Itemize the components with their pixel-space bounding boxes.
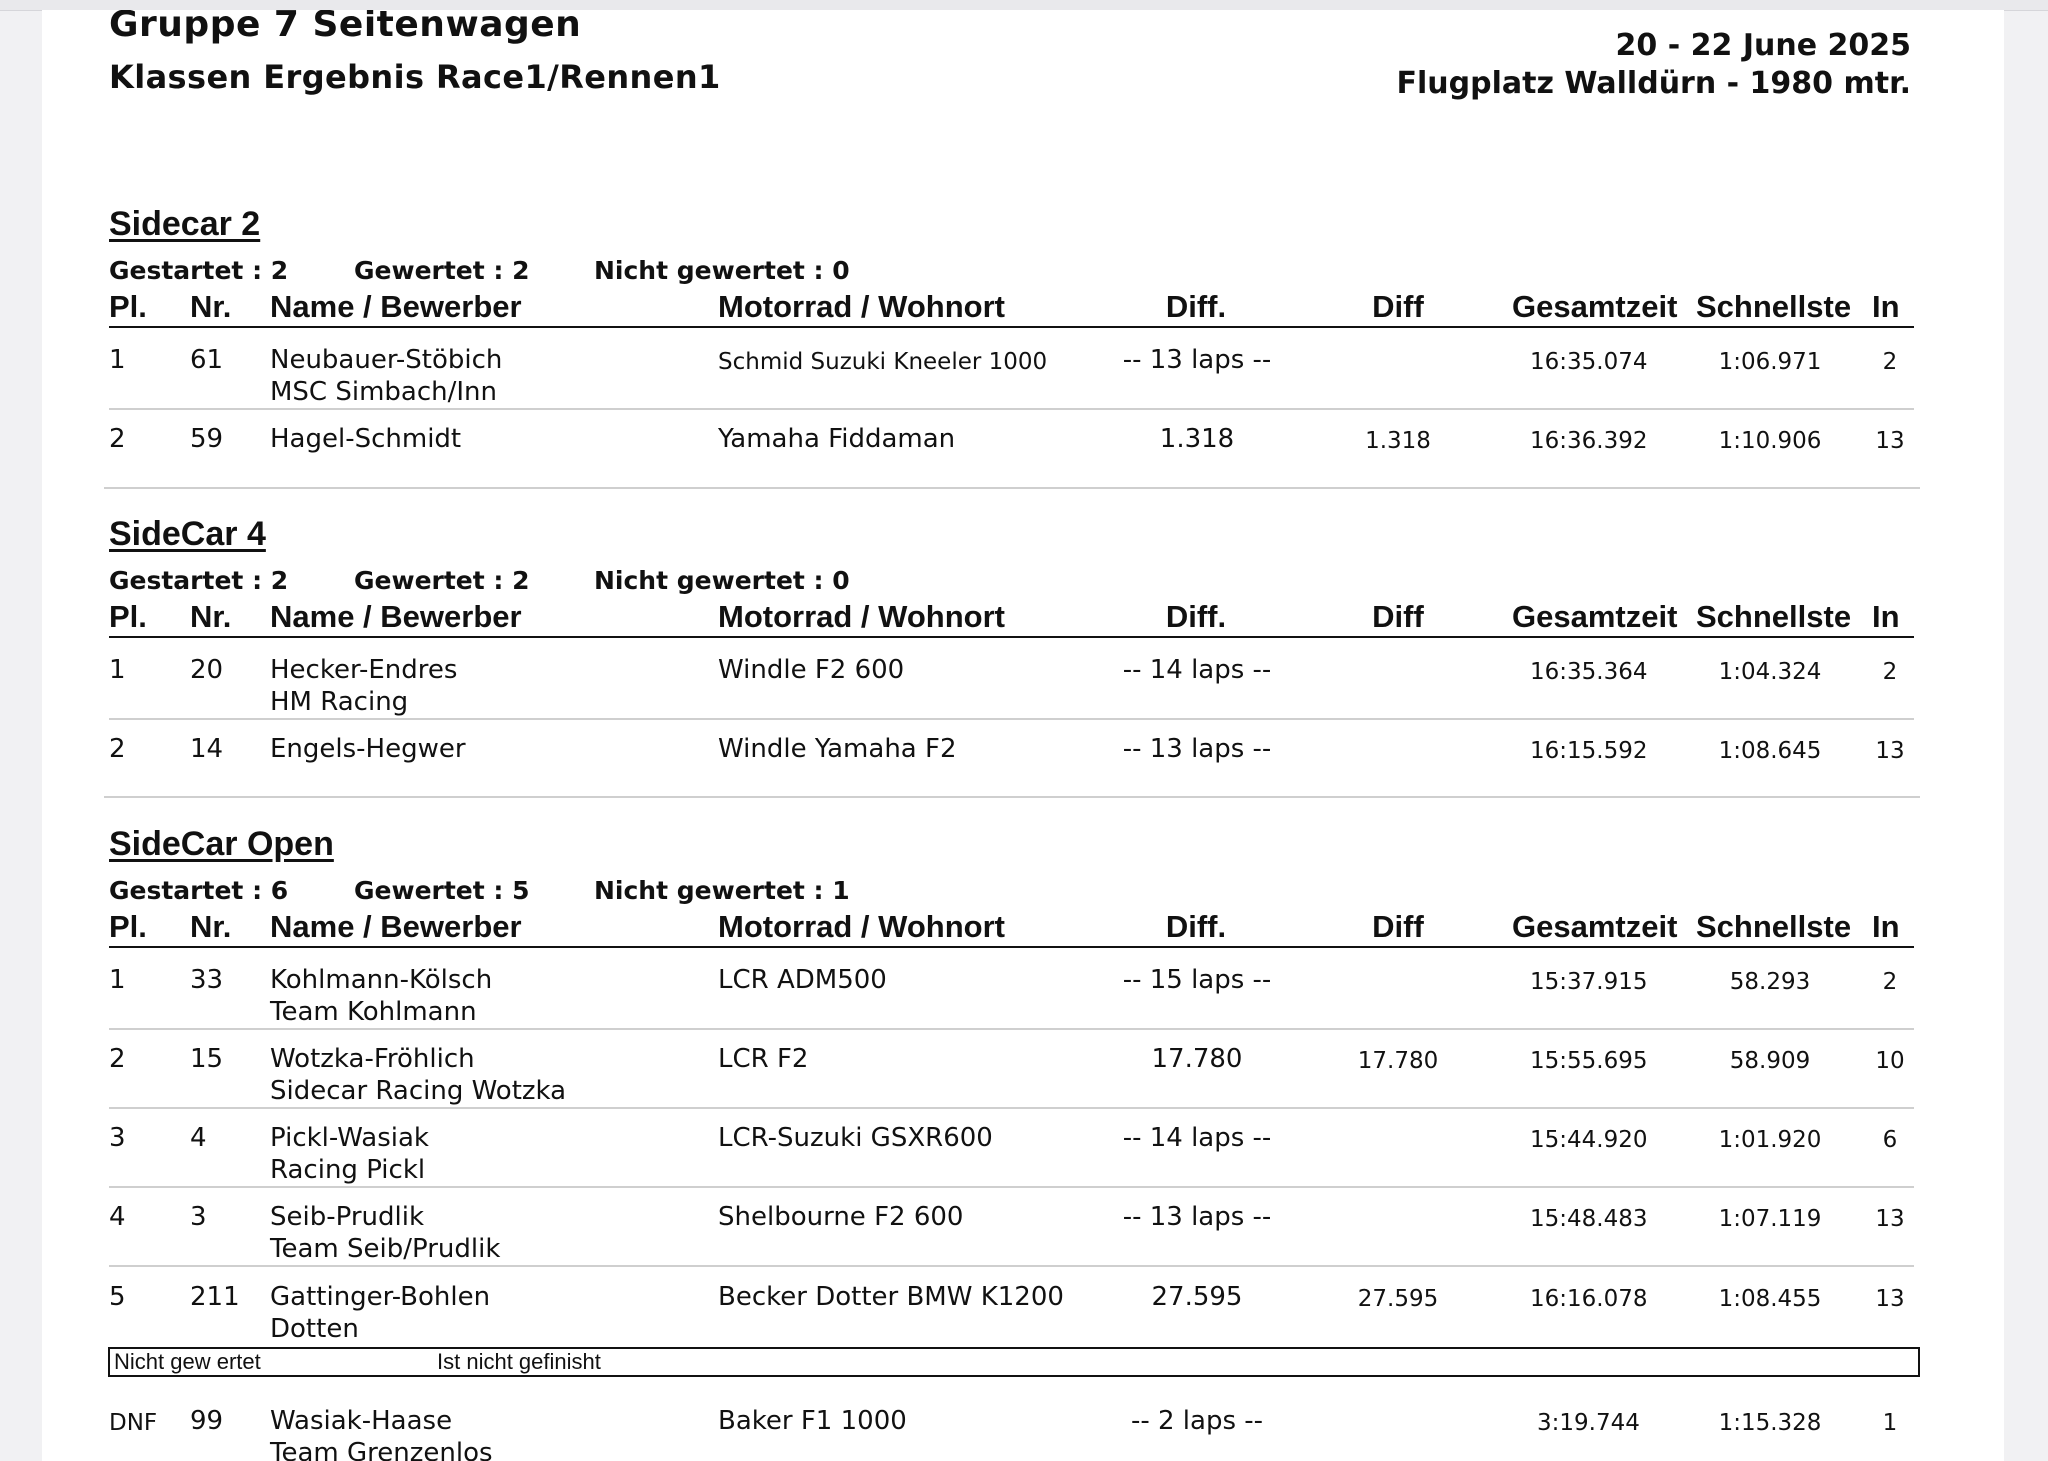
cell-diff1: 1.318 (1159, 424, 1235, 454)
header-underline (109, 946, 1914, 948)
row-separator (109, 1186, 1914, 1188)
col-total: Gesamtzeit (1512, 289, 1678, 324)
cell-fastest: 1:07.119 (1718, 1206, 1822, 1232)
cell-total: 16:35.074 (1530, 349, 1648, 375)
row-separator (109, 1265, 1914, 1267)
cell-name: Hecker-Endres (270, 655, 458, 685)
cell-diff1: -- 13 laps -- (1122, 345, 1272, 375)
cell-moto: Windle F2 600 (718, 655, 905, 685)
cell-name: Engels-Hegwer (270, 734, 466, 764)
cell-nr: 211 (190, 1282, 240, 1312)
col-in: In (1872, 909, 1900, 944)
col-diff1: Diff. (1165, 599, 1227, 634)
cell-in: 2 (1882, 969, 1898, 995)
section-title: SideCar Open (109, 825, 334, 863)
cell-total: 15:44.920 (1530, 1127, 1648, 1153)
cell-pl: 1 (109, 655, 126, 685)
cell-moto: Baker F1 1000 (718, 1406, 907, 1436)
cell-name: Wotzka-Fröhlich (270, 1044, 475, 1074)
cell-fastest: 1:01.920 (1718, 1127, 1822, 1153)
cell-fastest: 1:06.971 (1718, 349, 1822, 375)
results-page (42, 10, 2004, 1461)
cell-name: Neubauer-Stöbich (270, 345, 503, 375)
cell-in: 13 (1875, 738, 1905, 764)
cell-nr: 15 (190, 1044, 224, 1074)
col-diff2: Diff (1372, 909, 1424, 944)
col-in: In (1872, 289, 1900, 324)
cell-fastest: 1:08.645 (1718, 738, 1822, 764)
col-total: Gesamtzeit (1512, 909, 1678, 944)
cell-total: 15:48.483 (1530, 1206, 1648, 1232)
cell-pl: DNF (109, 1410, 158, 1436)
stat-not-classified: Nicht gewertet : 0 (594, 566, 850, 595)
stat-started: Gestartet : 2 (109, 256, 289, 285)
cell-moto: LCR-Suzuki GSXR600 (718, 1123, 993, 1153)
stat-classified: Gewertet : 5 (354, 876, 530, 905)
cell-name: Kohlmann-Kölsch (270, 965, 493, 995)
cell-diff1: -- 15 laps -- (1122, 965, 1272, 995)
cell-name: Hagel-Schmidt (270, 424, 462, 454)
header-underline (109, 636, 1914, 638)
cell-moto: LCR F2 (718, 1044, 809, 1074)
col-name: Name / Bewerber (270, 909, 522, 944)
cell-name: Gattinger-Bohlen (270, 1282, 491, 1312)
cell-total: 16:15.592 (1530, 738, 1648, 764)
col-fastest: Schnellste (1696, 599, 1852, 634)
cell-moto: Yamaha Fiddaman (718, 424, 956, 454)
col-moto: Motorrad / Wohnort (718, 289, 1005, 324)
row-separator (109, 1107, 1914, 1109)
stat-classified: Gewertet : 2 (354, 256, 530, 285)
col-moto: Motorrad / Wohnort (718, 909, 1005, 944)
cell-nr: 99 (190, 1406, 224, 1436)
cell-team: Team Seib/Prudlik (270, 1234, 501, 1264)
cell-fastest: 1:04.324 (1718, 659, 1822, 685)
col-total: Gesamtzeit (1512, 599, 1678, 634)
col-diff2: Diff (1372, 289, 1424, 324)
cell-in: 1 (1882, 1410, 1898, 1436)
cell-team: Dotten (270, 1314, 359, 1344)
cell-pl: 1 (109, 345, 126, 375)
cell-team: Team Kohlmann (270, 997, 477, 1027)
col-nr: Nr. (190, 909, 232, 944)
cell-pl: 4 (109, 1202, 126, 1232)
col-fastest: Schnellste (1696, 909, 1852, 944)
row-separator (109, 1028, 1914, 1030)
cell-diff1: 27.595 (1151, 1282, 1243, 1312)
cell-diff1: -- 13 laps -- (1122, 734, 1272, 764)
cell-diff1: 17.780 (1151, 1044, 1243, 1074)
cell-in: 6 (1882, 1127, 1898, 1153)
col-name: Name / Bewerber (270, 289, 522, 324)
cell-diff1: -- 13 laps -- (1122, 1202, 1272, 1232)
event-venue: Flugplatz Walldürn - 1980 mtr. (1396, 66, 1911, 101)
cell-pl: 2 (109, 734, 126, 764)
stat-started: Gestartet : 2 (109, 566, 289, 595)
cell-diff1: -- 14 laps -- (1122, 1123, 1272, 1153)
cell-in: 10 (1875, 1048, 1905, 1074)
cell-pl: 1 (109, 965, 126, 995)
page-subtitle: Klassen Ergebnis Race1/Rennen1 (109, 58, 721, 96)
cell-fastest: 1:15.328 (1718, 1410, 1822, 1436)
cell-fastest: 58.293 (1729, 969, 1811, 995)
cell-nr: 3 (190, 1202, 207, 1232)
cell-diff2: 1.318 (1365, 428, 1431, 454)
cell-pl: 2 (109, 1044, 126, 1074)
cell-total: 16:16.078 (1530, 1286, 1648, 1312)
row-separator (109, 718, 1914, 720)
section-separator (104, 487, 1920, 489)
cell-diff1: -- 2 laps -- (1130, 1406, 1264, 1436)
stat-started: Gestartet : 6 (109, 876, 289, 905)
col-pl: Pl. (109, 599, 147, 634)
col-name: Name / Bewerber (270, 599, 522, 634)
col-diff1: Diff. (1165, 909, 1227, 944)
cell-total: 3:19.744 (1537, 1410, 1640, 1436)
cell-pl: 2 (109, 424, 126, 454)
col-nr: Nr. (190, 599, 232, 634)
not-finished-label: Ist nicht gefinisht (437, 1349, 601, 1374)
not-classified-box (108, 1347, 1920, 1377)
not-classified-label: Nicht gew ertet (114, 1349, 261, 1374)
stat-not-classified: Nicht gewertet : 1 (594, 876, 850, 905)
section-separator (104, 796, 1920, 798)
cell-fastest: 1:08.455 (1718, 1286, 1822, 1312)
cell-in: 2 (1882, 349, 1898, 375)
cell-team: HM Racing (270, 687, 409, 717)
cell-nr: 61 (190, 345, 224, 375)
cell-diff2: 27.595 (1357, 1286, 1439, 1312)
cell-name: Seib-Prudlik (270, 1202, 425, 1232)
cell-name: Wasiak-Haase (270, 1406, 453, 1436)
col-moto: Motorrad / Wohnort (718, 599, 1005, 634)
row-separator (109, 408, 1914, 410)
cell-in: 13 (1875, 428, 1905, 454)
cell-pl: 3 (109, 1123, 126, 1153)
cell-moto: Becker Dotter BMW K1200 (718, 1282, 1064, 1312)
cell-fastest: 1:10.906 (1718, 428, 1822, 454)
cell-nr: 59 (190, 424, 224, 454)
cell-nr: 14 (190, 734, 224, 764)
cell-in: 13 (1875, 1206, 1905, 1232)
cell-moto: LCR ADM500 (718, 965, 887, 995)
col-diff1: Diff. (1165, 289, 1227, 324)
section-title: SideCar 4 (109, 515, 266, 553)
page-title: Gruppe 7 Seitenwagen (109, 10, 582, 45)
header-underline (109, 326, 1914, 328)
col-nr: Nr. (190, 289, 232, 324)
cell-pl: 5 (109, 1282, 126, 1312)
cell-moto: Schmid Suzuki Kneeler 1000 (718, 349, 1048, 375)
col-diff2: Diff (1372, 599, 1424, 634)
event-date: 20 - 22 June 2025 (1615, 28, 1911, 63)
cell-moto: Windle Yamaha F2 (718, 734, 957, 764)
cell-nr: 33 (190, 965, 224, 995)
cell-in: 2 (1882, 659, 1898, 685)
cell-fastest: 58.909 (1729, 1048, 1811, 1074)
section-title: Sidecar 2 (109, 205, 261, 243)
cell-total: 15:55.695 (1530, 1048, 1648, 1074)
cell-team: Team Grenzenlos (270, 1438, 493, 1461)
col-fastest: Schnellste (1696, 289, 1852, 324)
cell-total: 15:37.915 (1530, 969, 1648, 995)
col-pl: Pl. (109, 289, 147, 324)
stat-classified: Gewertet : 2 (354, 566, 530, 595)
col-in: In (1872, 599, 1900, 634)
cell-team: MSC Simbach/Inn (270, 377, 498, 407)
cell-diff1: -- 14 laps -- (1122, 655, 1272, 685)
cell-team: Sidecar Racing Wotzka (270, 1076, 567, 1106)
cell-moto: Shelbourne F2 600 (718, 1202, 964, 1232)
cell-in: 13 (1875, 1286, 1905, 1312)
cell-nr: 4 (190, 1123, 207, 1153)
cell-team: Racing Pickl (270, 1155, 426, 1185)
col-pl: Pl. (109, 909, 147, 944)
cell-diff2: 17.780 (1357, 1048, 1439, 1074)
cell-total: 16:35.364 (1530, 659, 1648, 685)
cell-total: 16:36.392 (1530, 428, 1648, 454)
stat-not-classified: Nicht gewertet : 0 (594, 256, 850, 285)
cell-nr: 20 (190, 655, 224, 685)
cell-name: Pickl-Wasiak (270, 1123, 429, 1153)
